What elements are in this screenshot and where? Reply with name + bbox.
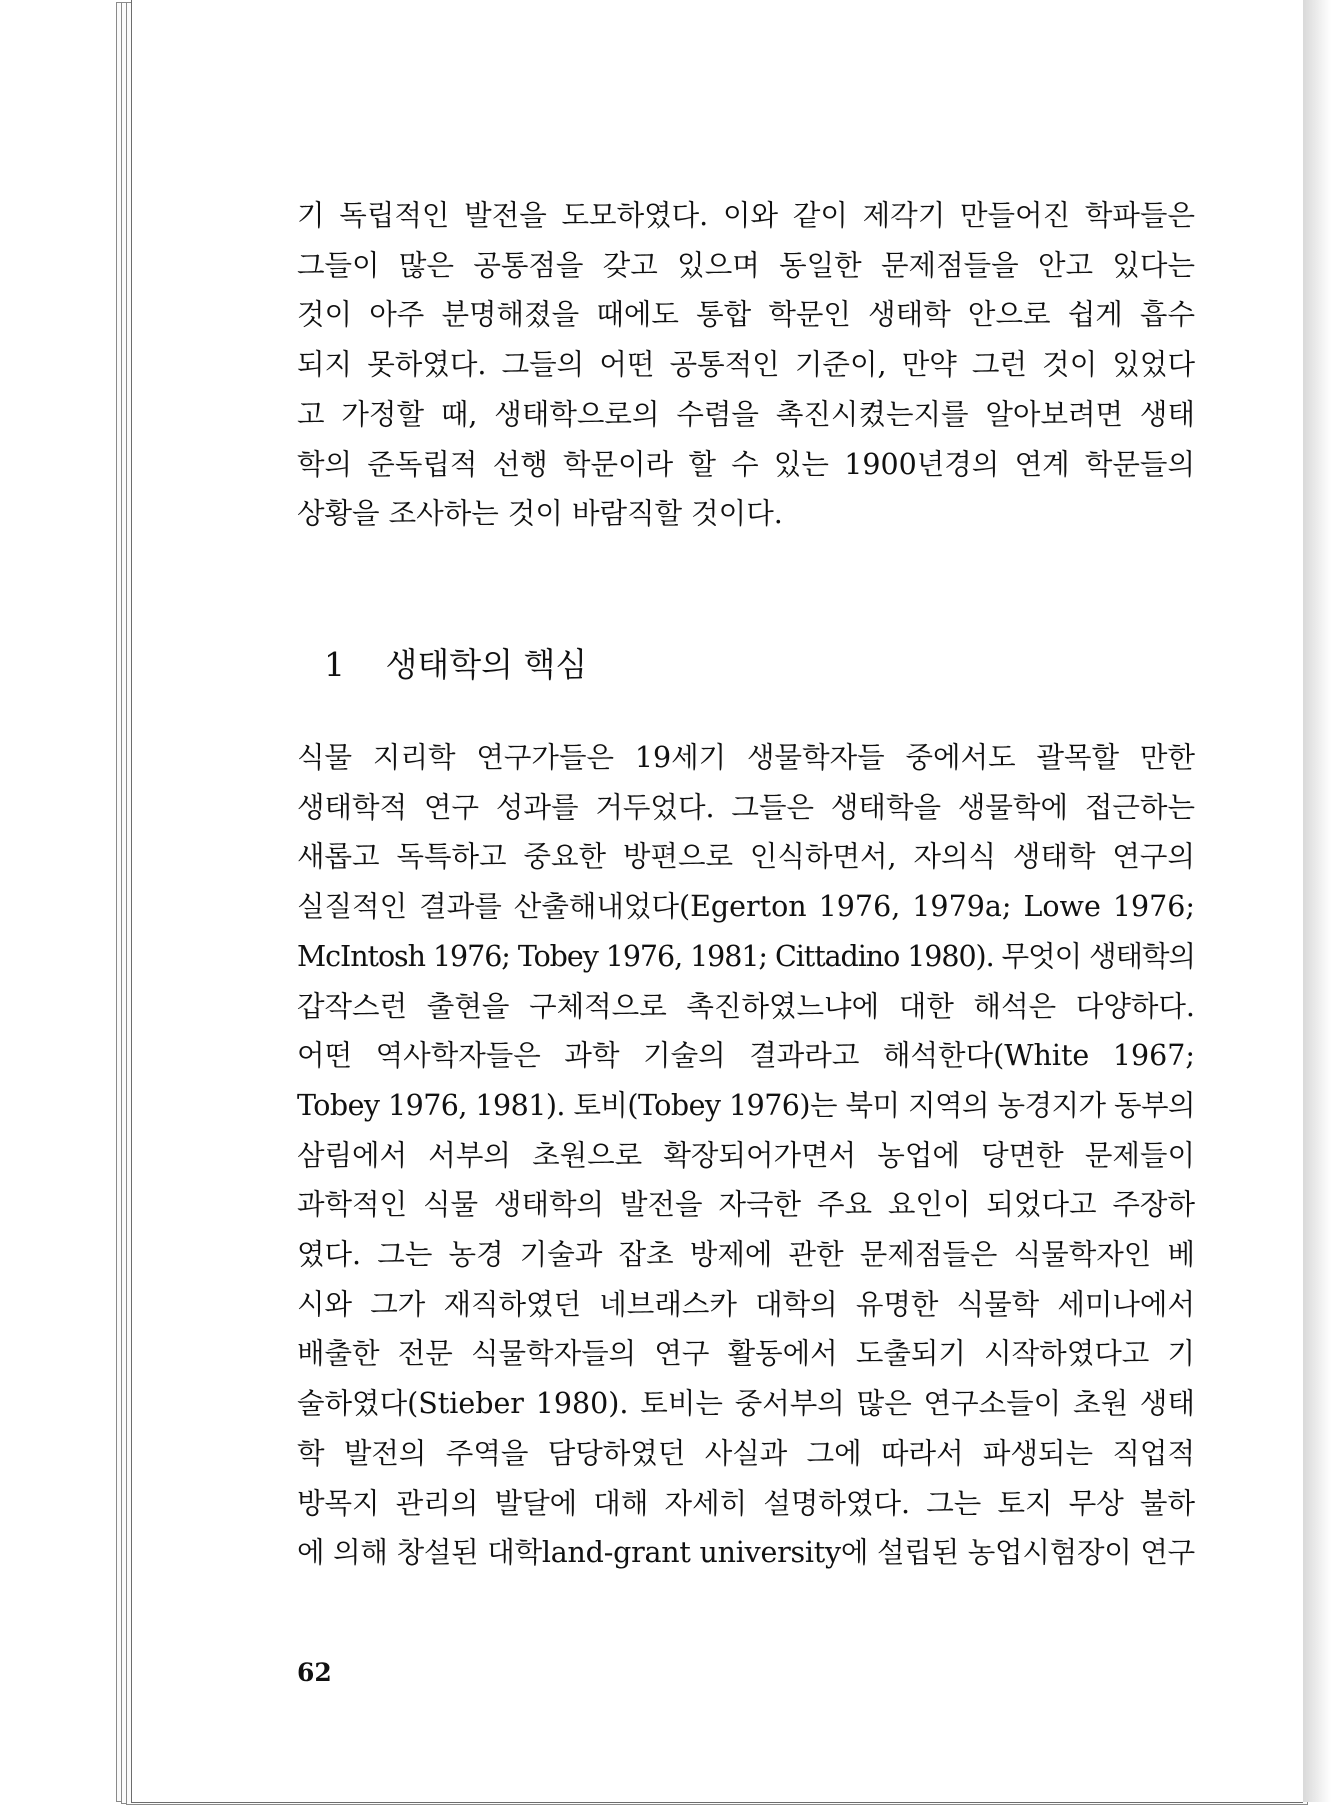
text-line: 상황을 조사하는 것이 바람직할 것이다. [297, 497, 783, 531]
text-line: 과학적인 식물 생태학의 발전을 자극한 주요 요인이 되었다고 주장하 [297, 1188, 1195, 1222]
text-line: 기 독립적인 발전을 도모하였다. 이와 같이 제각기 만들어진 학파들은 [297, 199, 1195, 232]
text-line: 새롭고 독특하고 중요한 방편으로 인식하면서, 자의식 생태학 연구의 [297, 840, 1195, 874]
text-line: 갑작스런 출현을 구체적으로 촉진하였느냐에 대한 해석은 다양하다. [297, 989, 1195, 1023]
text-line: 그들이 많은 공통점을 갖고 있으며 동일한 문제점들을 안고 있다는 [297, 248, 1195, 282]
text-line: 였다. 그는 농경 기술과 잡초 방제에 관한 문제점들은 식물학자인 베 [297, 1238, 1195, 1272]
page-number: 62 [297, 1658, 332, 1687]
text-line: 술하였다(Stieber 1980). 토비는 중서부의 많은 연구소들이 초원 생태 [297, 1387, 1195, 1421]
section-title: 생태학의 핵심 [385, 645, 588, 684]
text-line: 것이 아주 분명해졌을 때에도 통합 학문인 생태학 안으로 쉽게 흡수 [297, 298, 1195, 332]
text-line: 학 발전의 주역을 담당하였던 사실과 그에 따라서 파생되는 직업적 [297, 1436, 1195, 1470]
text-line: 학의 준독립적 선행 학문이라 할 수 있는 1900년경의 연계 학문들의 [297, 447, 1195, 481]
text-line: 고 가정할 때, 생태학으로의 수렴을 촉진시켰는지를 알아보려면 생태 [297, 397, 1195, 431]
text-line: 시와 그가 재직하였던 네브래스카 대학의 유명한 식물학 세미나에서 [297, 1287, 1195, 1321]
text-line: 배출한 전문 식물학자들의 연구 활동에서 도출되기 시작하였다고 기 [297, 1337, 1195, 1371]
text-line: 되지 못하였다. 그들의 어떤 공통적인 기준이, 만약 그런 것이 있었다 [297, 348, 1195, 382]
text-line: 생태학적 연구 성과를 거두었다. 그들은 생태학을 생물학에 접근하는 [297, 790, 1195, 824]
paragraph-2 [297, 733, 1195, 1578]
section-number: 1 [324, 645, 345, 684]
text-line: 실질적인 결과를 산출해내었다(Egerton 1976, 1979a; Lowe 1976; [297, 890, 1195, 924]
text-line: 에 의해 창설된 대학land-grant university에 설립된 농업시험장이 연구 [297, 1536, 1195, 1570]
paragraph-1 [297, 191, 1195, 539]
text-line: 삼림에서 서부의 초원으로 확장되어가면서 농업에 당면한 문제들이 [297, 1138, 1195, 1172]
text-line: 방목지 관리의 발달에 대해 자세히 설명하였다. 그는 토지 무상 불하 [297, 1486, 1195, 1520]
text-line: 어떤 역사학자들은 과학 기술의 결과라고 해석한다(White 1967; [297, 1039, 1195, 1073]
text-line: Tobey 1976, 1981). 토비(Tobey 1976)는 북미 지역의 농경지가 동부의 [297, 1088, 1195, 1122]
section-heading [324, 639, 587, 686]
text-line: McIntosh 1976; Tobey 1976, 1981; Cittadino 1980). 무엇이 생태학의 [297, 939, 1195, 973]
text-line: 식물 지리학 연구가들은 19세기 생물학자들 중에서도 괄목할 만한 [297, 741, 1195, 774]
